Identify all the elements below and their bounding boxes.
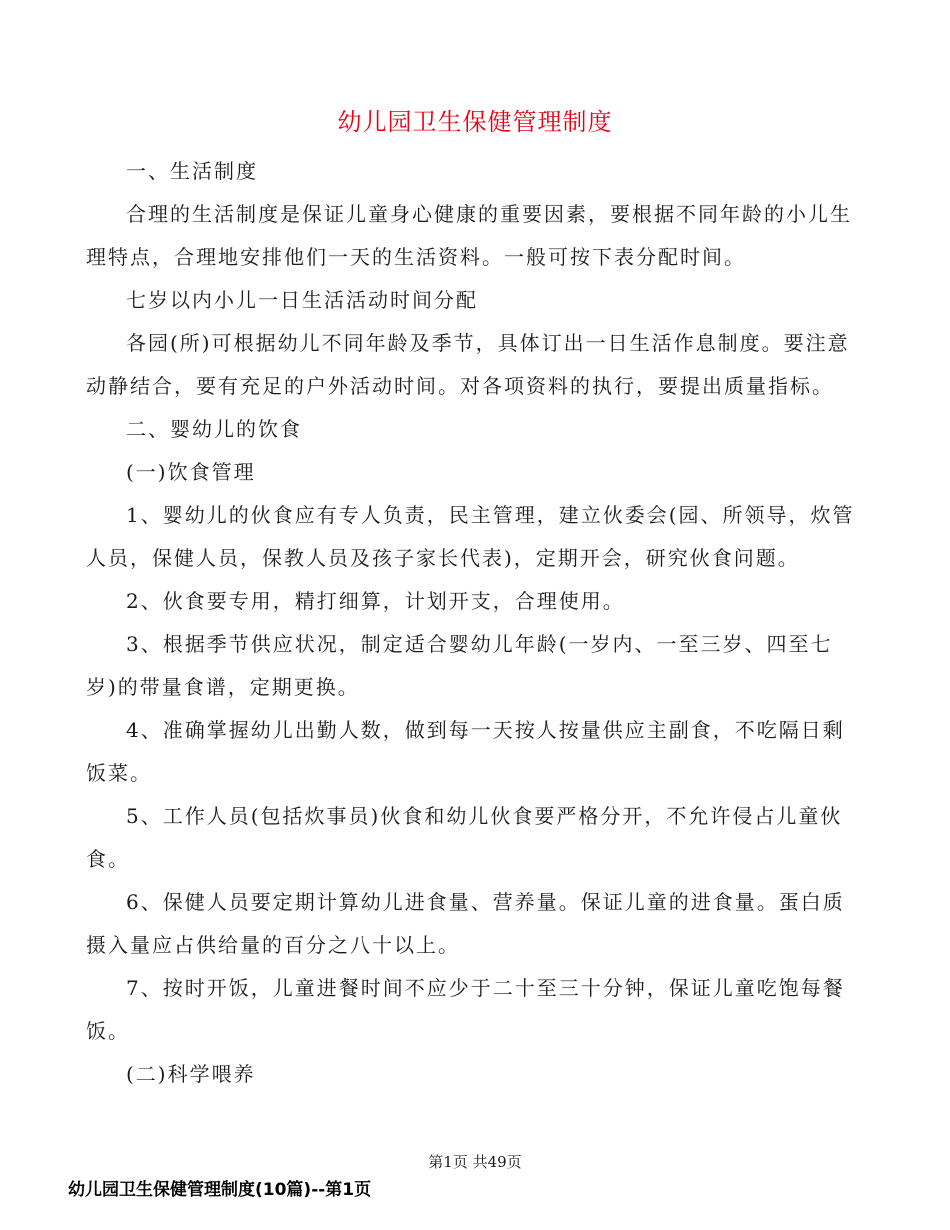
section-heading-1: 一、生活制度 bbox=[126, 159, 258, 183]
list-item: 2、伙食要专用，精打细算，计划开支，合理使用。 bbox=[126, 589, 625, 613]
document-body bbox=[86, 150, 858, 1096]
list-item: 7、按时开饭，儿童进餐时间不应少于二十至三十分钟，保证儿童吃饱每餐饭。 bbox=[86, 976, 845, 1043]
page-number: 第1页 共49页 bbox=[428, 1153, 522, 1171]
paragraph: 合理的生活制度是保证儿童身心健康的重要因素，要根据不同年龄的小儿生理特点，合理地安排他们一天的生活资料。一般可按下表分配时间。 bbox=[86, 202, 852, 269]
subsection-heading: (一)饮食管理 bbox=[126, 460, 256, 484]
list-item: 3、根据季节供应状况，制定适合婴幼儿年龄(一岁内、一至三岁、四至七岁)的带量食谱，定期更换。 bbox=[86, 632, 833, 699]
subsection-heading: (二)科学喂养 bbox=[126, 1062, 256, 1086]
paragraph: 七岁以内小儿一日生活活动时间分配 bbox=[126, 288, 478, 312]
section-heading-2: 二、婴幼儿的饮食 bbox=[126, 417, 302, 441]
list-item: 6、保健人员要定期计算幼儿进食量、营养量。保证儿童的进食量。蛋白质摄入量应占供给量的百分之八十以上。 bbox=[86, 890, 845, 957]
paragraph: 各园(所)可根据幼儿不同年龄及季节，具体订出一日生活作息制度。要注意动静结合，要有充足的户外活动时间。对各项资料的执行，要提出质量指标。 bbox=[86, 331, 850, 398]
list-item: 5、工作人员(包括炊事员)伙食和幼儿伙食要严格分开，不允许侵占儿童伙食。 bbox=[86, 804, 843, 871]
footer-doc-title: 幼儿园卫生保健管理制度(10篇)--第1页 bbox=[68, 1180, 372, 1200]
list-item: 4、准确掌握幼儿出勤人数，做到每一天按人按量供应主副食，不吃隔日剩饭菜。 bbox=[86, 718, 845, 785]
list-item: 1、婴幼儿的伙食应有专人负责，民主管理，建立伙委会(园、所领导，炊管人员，保健人员，保教人员及孩子家长代表)，定期开会，研究伙食问题。 bbox=[86, 503, 855, 570]
page-title: 幼儿园卫生保健管理制度 bbox=[337, 108, 613, 136]
